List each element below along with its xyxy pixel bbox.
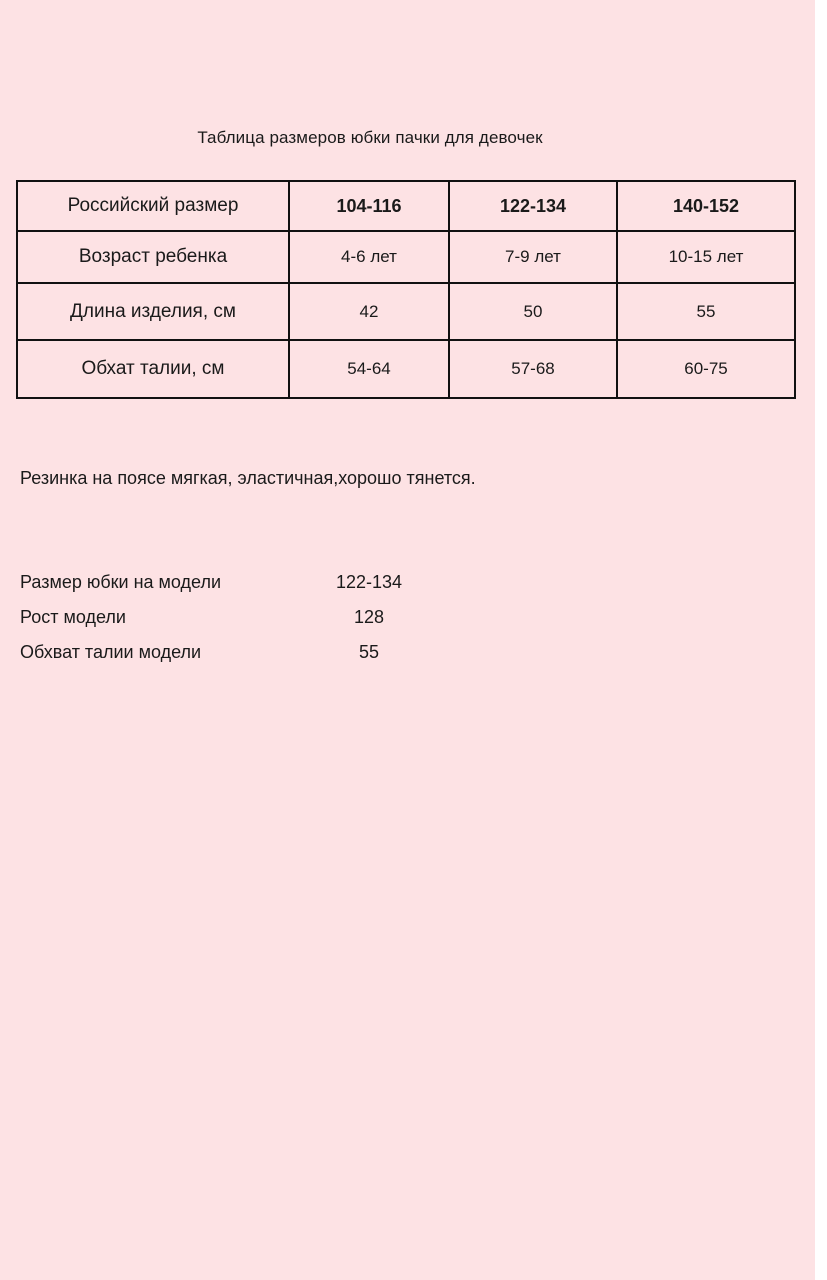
table-cell: 4-6 лет: [289, 231, 449, 283]
model-label: Рост модели: [20, 607, 126, 627]
row-label: Обхат талии, см: [17, 340, 289, 398]
table-cell: 54-64: [289, 340, 449, 398]
header-cell: 104-116: [289, 181, 449, 231]
model-value: 122-134: [335, 572, 403, 592]
right-edge-strip: [815, 0, 827, 1280]
model-row-skirt-size: [20, 572, 440, 607]
row-label: Российский размер: [17, 181, 289, 231]
model-label: Обхват талии модели: [20, 642, 202, 662]
table-cell: 7-9 лет: [449, 231, 617, 283]
header-cell: 140-152: [617, 181, 795, 231]
model-info: [20, 572, 440, 677]
model-value: 128: [353, 607, 385, 627]
model-label: Размер юбки на модели: [20, 572, 222, 592]
table-row-length: [17, 283, 795, 340]
table-cell: 60-75: [617, 340, 795, 398]
page-title: Таблица размеров юбки пачки для девочек: [197, 128, 543, 147]
elastic-note: Резинка на поясе мягкая, эластичная,хорошо тянется.: [20, 468, 476, 488]
table-row-size: [17, 181, 795, 231]
table-cell: 55: [617, 283, 795, 340]
model-row-waist: [20, 642, 440, 677]
table-cell: 10-15 лет: [617, 231, 795, 283]
row-label: Возраст ребенка: [17, 231, 289, 283]
table-cell: 50: [449, 283, 617, 340]
header-cell: 122-134: [449, 181, 617, 231]
size-table: [16, 180, 796, 399]
model-row-height: [20, 607, 440, 642]
table-row-age: [17, 231, 795, 283]
table-cell: 57-68: [449, 340, 617, 398]
table-cell: 42: [289, 283, 449, 340]
table-row-waist: [17, 340, 795, 398]
model-value: 55: [358, 642, 380, 662]
row-label: Длина изделия, см: [17, 283, 289, 340]
